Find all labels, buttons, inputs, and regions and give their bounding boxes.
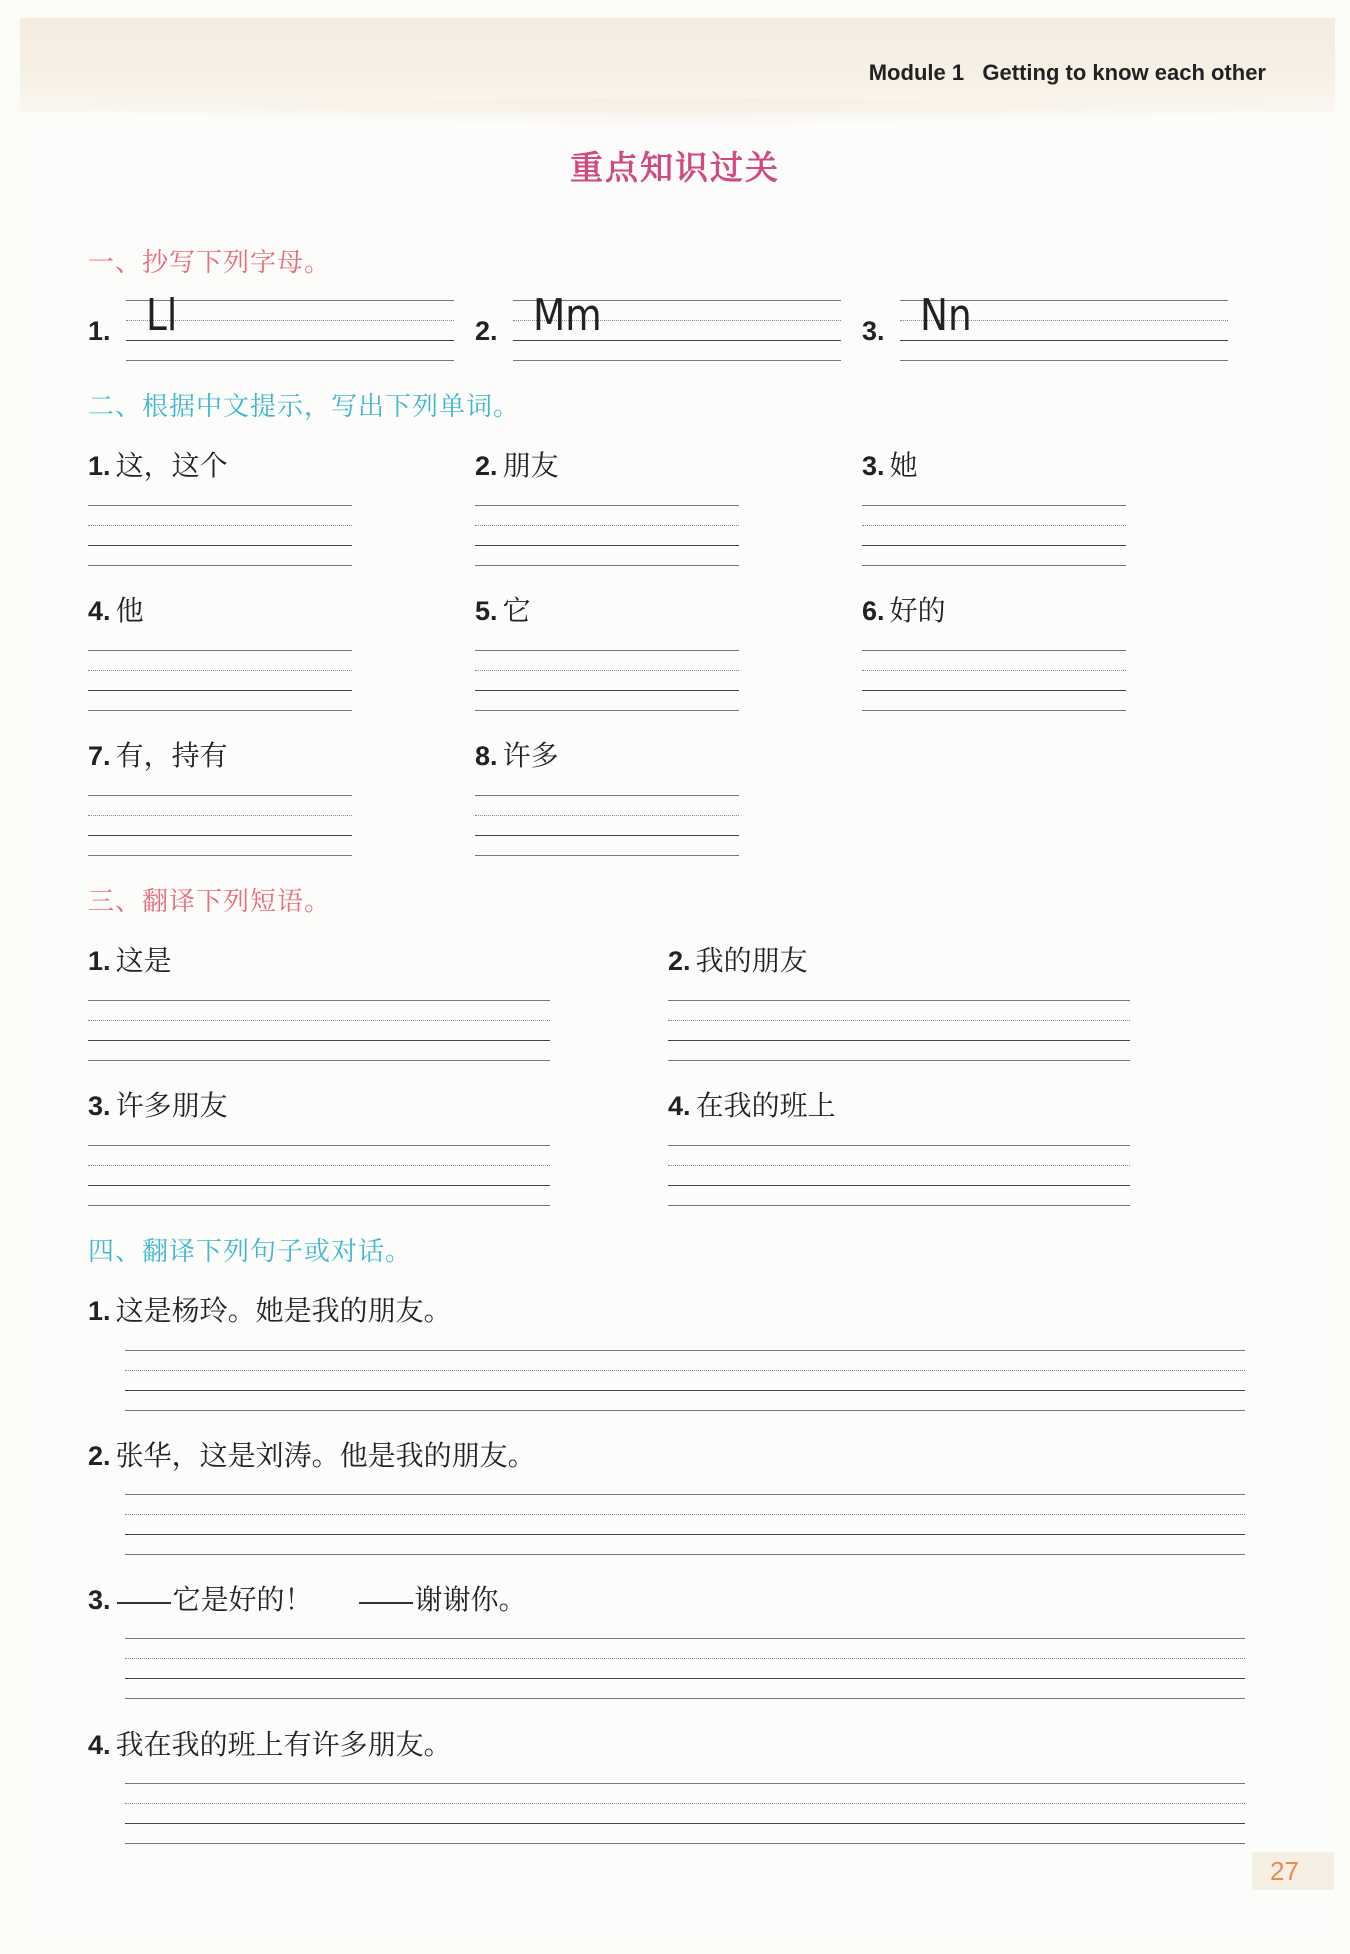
item-prompt: 他 <box>115 594 144 627</box>
word-guide-4[interactable] <box>88 650 352 710</box>
word-guide-6[interactable] <box>862 650 1126 710</box>
phrase-guide-2[interactable] <box>668 1000 1130 1060</box>
item-prompt: 在我的班上 <box>695 1089 836 1122</box>
sentence-guide-3[interactable] <box>125 1638 1245 1698</box>
item-number: 1. <box>88 316 111 346</box>
module-header <box>869 60 1266 86</box>
item-number: 2. <box>668 946 691 976</box>
section4-item-2 <box>88 1434 536 1474</box>
sentence-guide-1[interactable] <box>125 1350 1245 1410</box>
word-guide-5[interactable] <box>475 650 739 710</box>
section2-item-3 <box>862 444 918 484</box>
item-prompt: 张华，这是刘涛。他是我的朋友。 <box>115 1439 536 1472</box>
page-title: 重点知识过关 <box>570 148 780 187</box>
item-number: 3. <box>88 1585 111 1615</box>
item-number: 3. <box>862 451 885 481</box>
dialogue-line-b: 谢谢你。 <box>414 1583 527 1616</box>
phrase-guide-3[interactable] <box>88 1145 550 1205</box>
section2-item-2 <box>475 444 559 484</box>
word-guide-8[interactable] <box>475 795 739 855</box>
item-number: 2. <box>475 451 498 481</box>
phrase-guide-4[interactable] <box>668 1145 1130 1205</box>
item-prompt: 有，持有 <box>115 739 228 772</box>
sentence-guide-4[interactable] <box>125 1783 1245 1843</box>
item-number: 1. <box>88 946 111 976</box>
word-guide-1[interactable] <box>88 505 352 565</box>
item-number: 5. <box>475 596 498 626</box>
dialogue-dash <box>117 1602 171 1604</box>
section4-heading: 四、翻译下列句子或对话。 <box>88 1237 413 1267</box>
letter-sample-mm: Mm <box>533 290 602 341</box>
item-number: 8. <box>475 741 498 771</box>
item-number: 1. <box>88 451 111 481</box>
section1-item-2 <box>475 316 498 347</box>
section2-item-4 <box>88 589 144 629</box>
word-guide-2[interactable] <box>475 505 739 565</box>
item-number: 4. <box>88 596 111 626</box>
dialogue-dash <box>359 1602 413 1604</box>
section1-item-1 <box>88 316 111 347</box>
section2-item-1 <box>88 444 228 484</box>
item-number: 1. <box>88 1296 111 1326</box>
section2-heading: 二、根据中文提示，写出下列单词。 <box>88 392 521 422</box>
item-prompt: 许多朋友 <box>115 1089 228 1122</box>
section3-item-4 <box>668 1084 836 1124</box>
item-prompt: 我的朋友 <box>695 944 808 977</box>
section2-item-7 <box>88 734 228 774</box>
item-prompt: 这，这个 <box>115 449 228 482</box>
word-guide-3[interactable] <box>862 505 1126 565</box>
section4-item-1 <box>88 1289 452 1329</box>
letter-sample-nn: Nn <box>920 290 972 341</box>
item-prompt: 朋友 <box>502 449 559 482</box>
item-prompt: 我在我的班上有许多朋友。 <box>115 1728 452 1761</box>
item-number: 2. <box>88 1441 111 1471</box>
section2-item-5 <box>475 589 531 629</box>
section4-item-4 <box>88 1723 452 1763</box>
item-prompt: 她 <box>889 449 918 482</box>
letter-guide-3[interactable] <box>900 290 1228 360</box>
section3-item-2 <box>668 939 808 979</box>
dialogue-line-a: 它是好的！ <box>172 1583 313 1616</box>
section3-heading: 三、翻译下列短语。 <box>88 887 332 917</box>
sentence-guide-2[interactable] <box>125 1494 1245 1554</box>
section4-item-3 <box>88 1578 527 1618</box>
item-number: 3. <box>88 1091 111 1121</box>
page-number: 27 <box>1270 1856 1299 1886</box>
item-prompt: 它 <box>502 594 531 627</box>
letter-guide-2[interactable] <box>513 290 841 360</box>
item-prompt: 这是杨玲。她是我的朋友。 <box>115 1294 452 1327</box>
item-number: 6. <box>862 596 885 626</box>
item-number: 4. <box>668 1091 691 1121</box>
section1-item-3 <box>862 316 885 347</box>
section1-heading: 一、抄写下列字母。 <box>88 248 332 278</box>
section2-item-8 <box>475 734 559 774</box>
item-number: 2. <box>475 316 498 346</box>
item-prompt: 许多 <box>502 739 559 772</box>
module-title: Getting to know each other <box>982 60 1266 85</box>
item-number: 7. <box>88 741 111 771</box>
letter-sample-ll: Ll <box>146 290 178 341</box>
phrase-guide-1[interactable] <box>88 1000 550 1060</box>
item-prompt: 好的 <box>889 594 946 627</box>
item-number: 3. <box>862 316 885 346</box>
letter-guide-1[interactable] <box>126 290 454 360</box>
module-number: Module 1 <box>868 60 965 85</box>
section3-item-3 <box>88 1084 228 1124</box>
section2-item-6 <box>862 589 946 629</box>
section3-item-1 <box>88 939 172 979</box>
word-guide-7[interactable] <box>88 795 352 855</box>
item-prompt: 这是 <box>115 944 172 977</box>
item-number: 4. <box>88 1730 111 1760</box>
